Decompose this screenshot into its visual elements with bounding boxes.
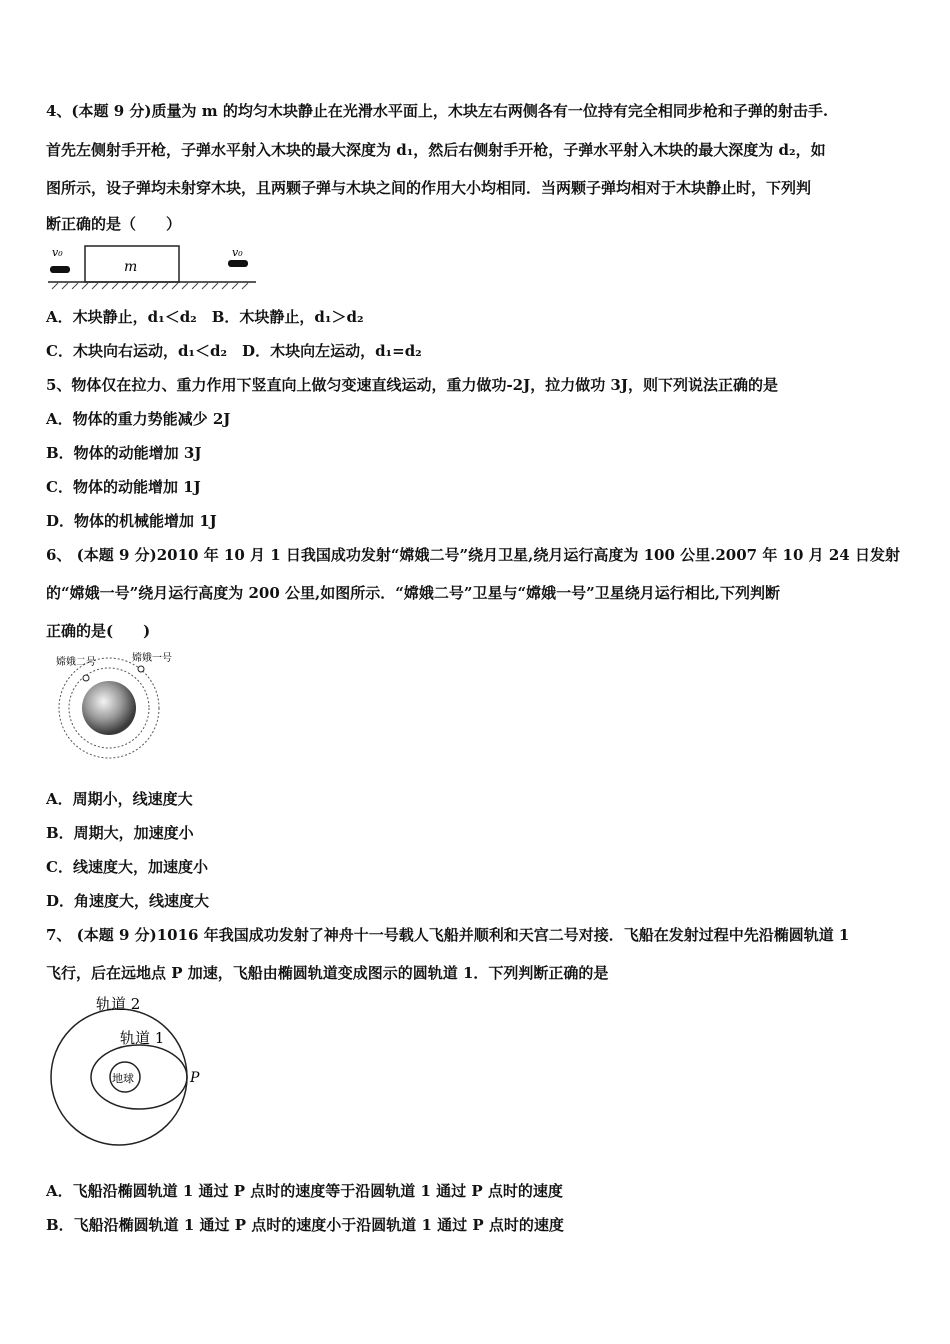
q7-orbit-figure [48,990,218,1155]
q6-option-b: B．周期大，加速度小 [46,824,194,842]
q6-option-d: D．角速度大，线速度大 [46,892,210,910]
q5-option-a: A．物体的重力势能减少 2J [46,410,231,428]
satellite-chang-e-1 [138,666,144,672]
q5-stem: 5、物体仅在拉力、重力作用下竖直向上做匀变速直线运动，重力做功-2J，拉力做功 3J，则下列说法正确的是 [46,376,778,394]
orbit-2-label: 轨道 2 [96,995,141,1013]
chang-e-2-label: 嫦娥二号 [56,657,96,668]
q4-block-figure [44,242,260,292]
q7-stem-line-2: 飞行，后在远地点 P 加速，飞船由椭圆轨道变成图示的圆轨道 1．下列判断正确的是 [46,964,609,982]
q6-stem-line-3: 正确的是( ) [46,622,151,640]
q7-stem-line-1: 7、 (本题 9 分)1016 年我国成功发射了神舟十一号载人飞船并顺利和天宫二号对接．飞船在发射过程中先沿椭圆轨道 1 [46,926,850,944]
q4-stem-line-4: 断正确的是（ ） [46,215,182,233]
q7-option-a: A．飞船沿椭圆轨道 1 通过 P 点时的速度等于沿圆轨道 1 通过 P 点时的速度 [46,1182,563,1200]
q4-stem-line-2: 首先左侧射手开枪，子弹水平射入木块的最大深度为 d₁，然后右侧射手开枪，子弹水平射入木块的最大深度为 d₂，如 [46,141,826,159]
point-p-label: P [190,1070,200,1086]
chang-e-1-label: 嫦娥一号 [132,653,172,664]
q6-option-a: A．周期小，线速度大 [46,790,193,808]
q5-option-c: C．物体的动能增加 1J [46,478,201,496]
left-bullet [50,266,70,273]
satellite-chang-e-2 [83,675,89,681]
q6-stem-line-1: 6、 (本题 9 分)2010 年 10 月 1 日我国成功发射“嫦娥二号”绕月卫星,绕月运行高度为 100 公里.2007 年 10 月 24 日发射 [46,546,900,564]
orbit-1-label: 轨道 1 [120,1029,165,1047]
earth-label: 地球 [112,1072,134,1085]
q7-option-b: B．飞船沿椭圆轨道 1 通过 P 点时的速度小于沿圆轨道 1 通过 P 点时的速度 [46,1216,564,1234]
q6-moon-orbit-figure [52,648,187,760]
right-velocity-label: v₀ [232,246,243,259]
q4-stem-line-3: 图所示，设子弹均未射穿木块，且两颗子弹与木块之间的作用大小均相同．当两颗子弹均相对于木块静止时，下列判 [46,179,812,197]
q4-options-line-1: A．木块静止，d₁＜d₂ B．木块静止，d₁＞d₂ [46,308,364,326]
left-velocity-label: v₀ [52,246,63,259]
q5-option-d: D．物体的机械能增加 1J [46,512,217,530]
q5-option-b: B．物体的动能增加 3J [46,444,202,462]
ground-hatching [52,283,248,289]
q4-options-line-2: C．木块向右运动，d₁＜d₂ D．木块向左运动，d₁=d₂ [46,342,422,360]
moon [82,681,136,735]
q6-option-c: C．线速度大，加速度小 [46,858,208,876]
block-mass-label: m [124,259,138,275]
right-bullet [228,260,248,267]
q6-stem-line-2: 的“嫦娥一号”绕月运行高度为 200 公里,如图所示．“嫦娥二号”卫星与“嫦娥一号”卫星绕月运行相比,下列判断 [46,584,780,602]
q4-stem-line-1: 4、(本题 9 分)质量为 m 的均匀木块静止在光滑水平面上，木块左右两侧各有一位持有完全相同步枪和子弹的射击手. [46,102,829,120]
